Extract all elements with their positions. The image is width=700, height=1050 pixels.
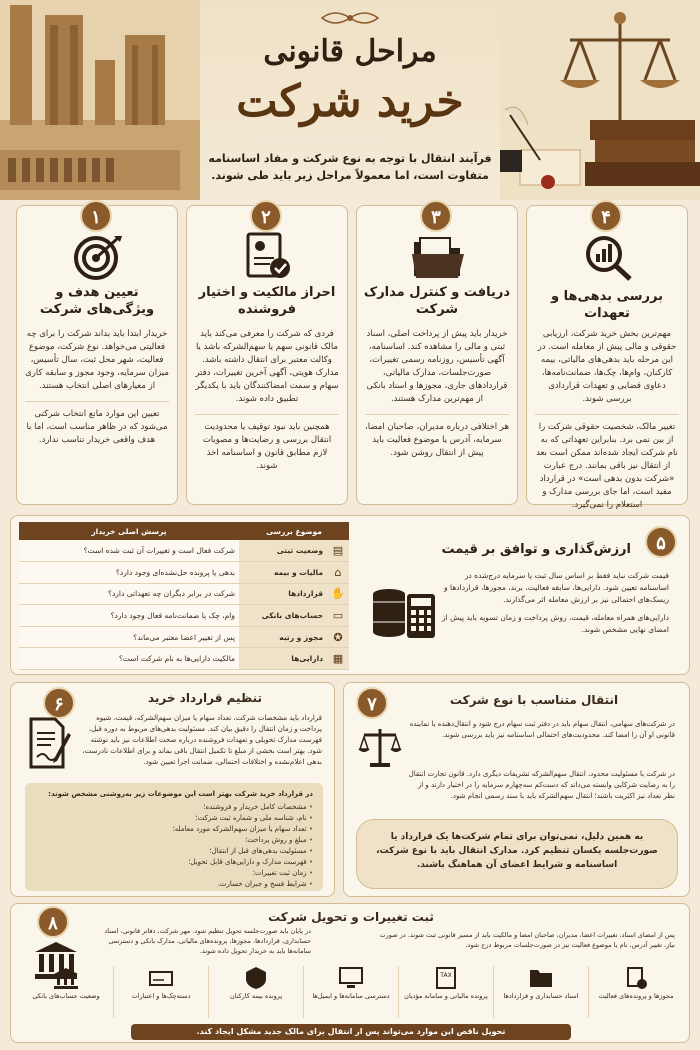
step-number-badge: ۱ <box>80 200 112 232</box>
intro-text: فرآیند انتقال با توجه به نوع شرکت و مفاد اساسنامه متفاوت است، اما معمولاً مراحل زیر باید طی شوند. <box>208 152 492 182</box>
table-cell-question: مالکیت دارایی‌ها به نام شرکت است؟ <box>19 648 239 670</box>
table-cell-topic: حساب‌های بانکی <box>239 605 327 627</box>
table-cell-question: بدهی یا پرونده حل‌نشده‌ای وجود دارد؟ <box>19 562 239 584</box>
list-item: • مبلغ و روش پرداخت؛ <box>35 835 313 846</box>
handover-items-strip <box>19 966 683 1018</box>
step-title: احراز مالکیت و اختیار فروشنده <box>198 285 336 317</box>
tax-icon <box>433 966 459 990</box>
monitor-icon <box>338 966 364 990</box>
step-paragraph: تعیین این موارد مانع انتخاب شرکتی می‌شود که در ظاهر مناسب است، اما با هدف واقعی خریدار تناسب ندارد. <box>25 401 169 447</box>
document-icon: ▤ <box>327 540 349 562</box>
list-item-label: وضعیت حساب‌های بانکی <box>32 992 100 1000</box>
list-item <box>493 966 588 1018</box>
contract-pen-icon <box>27 717 73 769</box>
list-item-label: اسناد حسابداری و قراردادها <box>503 992 579 1000</box>
section-8-registration <box>10 903 690 1043</box>
list-item: • فهرست مدارک و دارایی‌های قابل تحویل؛ <box>35 857 313 868</box>
list-item <box>398 966 493 1018</box>
table-cell-question: وام، چک یا ضمانت‌نامه فعال وجود دارد؟ <box>19 605 239 627</box>
handshake-icon: ✋ <box>327 583 349 605</box>
table-row <box>19 583 349 605</box>
magnifier-chart-icon <box>580 232 636 282</box>
ornament-icon <box>320 8 380 28</box>
badge-icon <box>243 966 269 990</box>
list-item: • زمان ثبت تغییرات؛ <box>35 868 313 879</box>
step-paragraph: خریدار باید پیش از پرداخت اصلی، اسناد ثبتی و مالی را مشاهده کند. اساسنامه، آگهی تأسیس، روزنامه رسمی تغییرات، صورت‌جلسات، مدارک مالیاتی، قراردادهای جاری، مجوزها و اسناد بانکی از مهم‌ترین مدارک هستند. <box>366 329 508 404</box>
section-paragraph: در شرکت‌های سهامی، انتقال سهام باید در دفتر ثبت سهام درج شود و انتقال‌دهنده یا نماینده قانونی او آن را امضا کند. محدودیت‌های احتمالی اساسنامه نیز باید بررسی شوند. <box>409 720 675 739</box>
section-paragraph: دارایی‌های همراه معامله، قیمت، روش پرداخت و زمان تسویه باید پیش از امضای نهایی مشخص شوند. <box>442 613 669 634</box>
bank-icon <box>53 966 79 990</box>
step-card-1 <box>16 205 178 505</box>
stamp-icon <box>623 966 649 990</box>
certificate-icon: ✪ <box>327 626 349 648</box>
table-row <box>19 648 349 670</box>
step-paragraph: هر اختلافی درباره مدیران، صاحبان امضا، سرمایه، آدرس یا موضوع فعالیت باید پیش از انتقال روشن شود. <box>365 414 509 460</box>
list-item <box>208 966 303 1018</box>
title-line-1: مراحل قانونی <box>263 34 437 69</box>
title-line-2: خرید شرکت <box>236 76 464 127</box>
footer-warning: تحویل ناقص این موارد می‌تواند پس از انتقال برای مالک جدید مشکل ایجاد کند. <box>131 1024 571 1040</box>
checkbook-icon <box>148 966 174 990</box>
coins-calculator-icon <box>369 576 439 642</box>
list-item-label: پرونده بیمه کارکنان <box>229 992 283 1000</box>
list-item-label: پرونده مالیاتی و سامانه مؤدیان <box>404 992 488 1000</box>
table-row <box>19 562 349 584</box>
table-cell-topic: مالیات و بیمه <box>239 562 327 584</box>
section-5-valuation <box>10 515 690 675</box>
header <box>0 0 700 200</box>
list-item: • مشخصات کامل خریدار و فروشنده؛ <box>35 802 313 813</box>
table-row <box>19 540 349 562</box>
step-card-4 <box>526 205 688 510</box>
section-title: ارزش‌گذاری و توافق بر قیمت <box>441 542 631 557</box>
svg-text:TAX: TAX <box>440 972 452 979</box>
list-item-label: دسته‌چک‌ها و اعتبارات <box>131 992 191 1000</box>
step-paragraph: خریدار ابتدا باید بداند شرکت را برای چه فعالیتی می‌خواهد. نوع شرکت، موضوع فعالیت، شهر محل ثبت، سال تأسیس، میزان سرمایه، وجود مجوز و سابقه کاری از معیارهای اصلی انتخاب هستند. <box>25 329 169 391</box>
folder-icon <box>410 232 466 282</box>
step-title: دریافت و کنترل مدارک شرکت <box>363 285 511 317</box>
step-title: تعیین هدف و ویژگی‌های شرکت <box>39 285 155 317</box>
list-item <box>113 966 208 1018</box>
step-card-3 <box>356 205 518 505</box>
list-item: • تعداد سهام یا میزان سهم‌الشرکه مورد معامله؛ <box>35 824 313 835</box>
table-cell-topic: وضعیت ثبتی <box>239 540 327 562</box>
section-text <box>439 570 669 636</box>
section-6-contract <box>10 682 335 897</box>
section-paragraph: در شرکت با مسئولیت محدود، انتقال سهم‌الشرکه تشریفات دیگری دارد. قانون تجارت انتقال را به رضایت شرکایی وابسته می‌داند که دست‌کم سه‌چهارم سرمایه را در اختیار دارند و از نظر تعداد نیز اکثریت باشند؛ انتقال سهم‌الشرکه باید با سند رسمی انجام شود. <box>408 770 675 800</box>
step-paragraph: فردی که شرکت را معرفی می‌کند باید مالک قانونی سهم یا سهم‌الشرکه باشد یا وکالت معتبر برای انتقال داشته باشد. مدارک هویتی، آگهی آخرین تغییرات، دفتر سهام و سمت امضاکنندگان باید با یکدیگر تطبیق داده شوند. <box>195 329 339 404</box>
section-title: ثبت تغییرات و تحویل شرکت <box>268 910 434 924</box>
checklist <box>35 802 313 890</box>
table-cell-question: پس از تغییر اعضا معتبر می‌ماند؟ <box>19 626 239 648</box>
table-row <box>19 605 349 627</box>
list-item: • شرایط فسخ و جبران خسارت. <box>35 879 313 890</box>
step-paragraph: همچنین باید نبود توقیف یا محدودیت انتقال بررسی و رضایت‌ها و مصوبات لازم مطابق قانون و اساسنامه اخذ شوند. <box>195 414 339 473</box>
section-paragraph: در پایان باید صورت‌جلسه تحویل تنظیم شود. مهر شرکت، دفاتر قانونی، اسناد حسابداری، قراردادها، مجوزها، پرونده‌های مالیاتی، مدارک بانکی و دسترسی سامانه‌ها باید به خریدار تحویل داده شوند. <box>104 927 311 955</box>
step-number-badge: ۷ <box>356 687 388 719</box>
step-number-badge: ۳ <box>420 200 452 232</box>
checklist-lead: در قرارداد خرید شرکت بهتر است این موضوعات زیر به‌روشنی مشخص شوند: <box>48 790 313 798</box>
folder-icon <box>528 966 554 990</box>
step-number-badge: ۶ <box>43 687 75 719</box>
table-cell-question: شرکت فعال است و تغییرات آن ثبت شده است؟ <box>19 540 239 562</box>
section-title: انتقال متناسب با نوع شرکت <box>449 693 619 707</box>
list-item: • نام، شناسه ملی و شماره ثبت شرکت؛ <box>35 813 313 824</box>
table-header-row <box>19 522 349 540</box>
table-header-question: پرسش اصلی خریدار <box>19 522 239 540</box>
due-diligence-table <box>19 522 349 670</box>
step-body <box>195 328 339 473</box>
step-paragraph: مهم‌ترین بخش خرید شرکت، ارزیابی حقوقی و مالی پیش از معامله است. در این مرحله باید بدهی‌های مالیاتی، بیمه کارکنان، وام‌ها، چک‌ها، ضمانت‌نامه‌ها، دعاوی قضایی و تعهدات قراردادی بررسی شوند. <box>537 329 677 404</box>
justice-scale-books-illustration <box>500 0 700 200</box>
list-item <box>19 966 113 1018</box>
step-paragraph: تغییر مالک، شخصیت حقوقی شرکت را از بین نمی برد. بنابراین تعهداتی که به نام شرکت ایجاد شده‌اند ممکن است بعد از انتقال نیز باقی بمانند. درج عبارت «شرکت بدون بدهی است» در قرارداد مفید است، اما جای بررسی مدارک و استعلام را نمی‌گیرد. <box>535 414 679 512</box>
step-card-2 <box>186 205 348 505</box>
target-icon <box>70 232 126 282</box>
section-paragraph: قرارداد باید مشخصات شرکت، تعداد سهام یا میزان سهم‌الشرکه، قیمت، شیوه پرداخت و زمان انتقال را دقیق بیان کند. مسئولیت بدهی‌های مربوط به دوره قبل، فهرست مدارک تحویلی و تعهدات فروشنده درباره صحت اطلاعات نیز باید نوشته شود. بهتر است بخشی از مبلغ تا تکمیل انتقال باقی بماند و برای اطلاعات نادرست، بدهی اعلام‌نشده و اختلافات احتمالی، ضمانت اجرا تعیین شود. <box>82 714 322 766</box>
section-paragraph: پس از امضای اسناد، تغییرات اعضا، مدیران، صاحبان امضا و مالکیت باید از مسیر قانونی ثبت شوند. در صورت نیاز، تغییر آدرس، نام یا موضوع فعالیت نیز در صورت‌جلسات مربوط درج شود. <box>379 931 675 949</box>
step-number-badge: ۸ <box>37 906 69 938</box>
section-title: تنظیم قرارداد خرید <box>147 691 263 705</box>
contract-checklist-box <box>25 783 323 891</box>
step-body <box>535 328 679 512</box>
step-number-badge: ۲ <box>250 200 282 232</box>
section-7-transfer <box>343 682 690 897</box>
table-cell-topic: دارایی‌ها <box>239 648 327 670</box>
list-item-label: مجوزها و پرونده‌های فعالیت <box>598 992 674 1000</box>
table-cell-topic: مجوز و رتبه <box>239 626 327 648</box>
justice-scale-icon <box>358 727 402 767</box>
table-cell-topic: قراردادها <box>239 583 327 605</box>
section-paragraph: قیمت شرکت نباید فقط بر اساس سال ثبت یا سرمایه درج‌شده در اساسنامه تعیین شود. دارایی‌ها، سابقه فعالیت، برند، مجوزها، قراردادها و ریسک‌های احتمالی نیز بر ارزش معامله اثر می‌گذارند. <box>444 571 669 604</box>
list-item <box>588 966 683 1018</box>
table-header-topic: موضوع بررسی <box>239 522 349 540</box>
bank-card-icon: ▭ <box>327 605 349 627</box>
table-cell-question: شرکت در برابر دیگران چه تعهداتی دارد؟ <box>19 583 239 605</box>
step-number-badge: ۴ <box>590 200 622 232</box>
step-title: بررسی بدهی‌ها و تعهدات <box>551 289 663 321</box>
list-item-label: دسترسی سامانه‌ها و ایمیل‌ها <box>312 992 390 1000</box>
note-box: به همین دلیل، نمی‌توان برای تمام شرکت‌ها یک قرارداد یا صورت‌جلسه یکسان تنظیم کرد. مدارک انتقال باید با نوع شرکت، اساسنامه و شرایط اعضای آن هماهنگ باشند. <box>356 819 678 889</box>
step-number-badge: ۵ <box>645 526 677 558</box>
step-body <box>25 328 169 447</box>
list-item <box>303 966 398 1018</box>
building-icon: ⌂ <box>327 562 349 584</box>
table-row <box>19 626 349 648</box>
verified-document-icon <box>240 232 296 282</box>
step-body <box>365 328 509 460</box>
list-item: • مسئولیت بدهی‌های قبل از انتقال؛ <box>35 846 313 857</box>
assets-icon: ▦ <box>327 648 349 670</box>
